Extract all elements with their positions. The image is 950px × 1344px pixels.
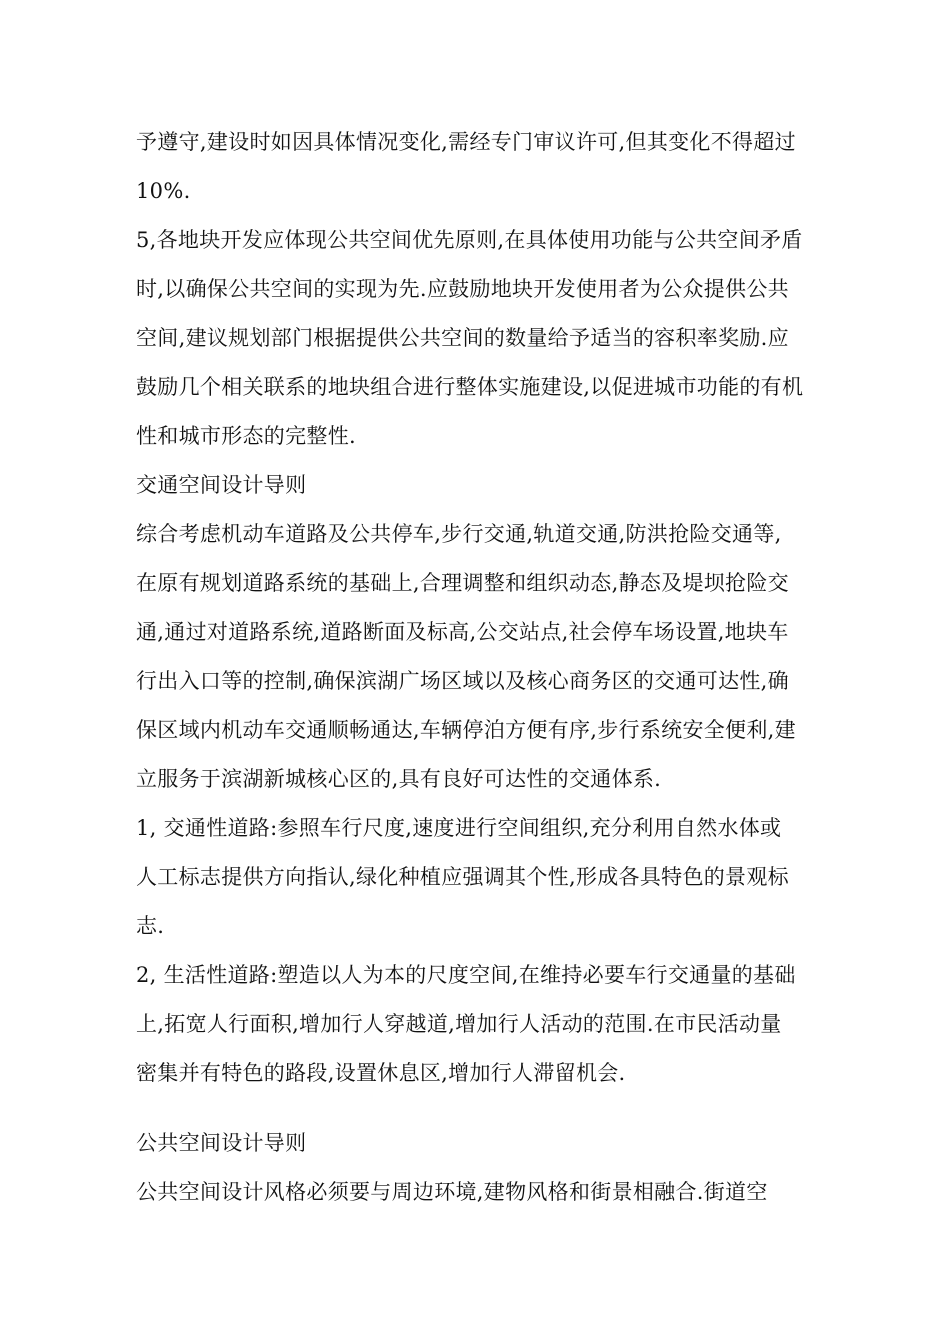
text-line: 志.	[136, 914, 165, 938]
text-line: 通,通过对道路系统,道路断面及标高,公交站点,社会停车场设置,地块车	[136, 620, 789, 644]
text-line: 在原有规划道路系统的基础上,合理调整和组织动态,静态及堤坝抢险交	[136, 571, 789, 595]
text-line: 密集并有特色的路段,设置休息区,增加行人滞留机会.	[136, 1061, 626, 1085]
text-line: 10%.	[136, 179, 191, 203]
text-line: 1, 交通性道路:参照车行尺度,速度进行空间组织,充分利用自然水体或	[136, 816, 782, 840]
text-line: 予遵守,建设时如因具体情况变化,需经专门审议许可,但其变化不得超过	[136, 130, 796, 154]
paragraph-gap	[136, 1098, 826, 1119]
text-line: 空间,建议规划部门根据提供公共空间的数量给予适当的容积率奖励.应	[136, 326, 789, 350]
text-line: 人工标志提供方向指认,绿化种植应强调其个性,形成各具特色的景观标	[136, 865, 789, 889]
text-line: 保区域内机动车交通顺畅通达,车辆停泊方便有序,步行系统安全便利,建	[136, 718, 796, 742]
text-line: 2, 生活性道路:塑造以人为本的尺度空间,在维持必要车行交通量的基础	[136, 963, 796, 987]
text-line: 上,拓宽人行面积,增加行人穿越道,增加行人活动的范围.在市民活动量	[136, 1012, 782, 1036]
text-line: 行出入口等的控制,确保滨湖广场区域以及核心商务区的交通可达性,确	[136, 669, 789, 693]
text-line: 公共空间设计风格必须要与周边环境,建物风格和街景相融合.街道空	[136, 1180, 768, 1204]
text-line: 立服务于滨湖新城核心区的,具有良好可达性的交通体系.	[136, 767, 662, 791]
section-heading: 公共空间设计导则	[136, 1131, 307, 1155]
text-line: 性和城市形态的完整性.	[136, 424, 356, 448]
text-line: 鼓励几个相关联系的地块组合进行整体实施建设,以促进城市功能的有机	[136, 375, 804, 399]
text-line: 综合考虑机动车道路及公共停车,步行交通,轨道交通,防洪抢险交通等,	[136, 522, 782, 546]
text-line: 5,各地块开发应体现公共空间优先原则,在具体使用功能与公共空间矛盾	[136, 228, 803, 252]
document-body	[136, 118, 826, 1217]
text-line: 时,以确保公共空间的实现为先.应鼓励地块开发使用者为公众提供公共	[136, 277, 789, 301]
section-heading: 交通空间设计导则	[136, 473, 307, 497]
